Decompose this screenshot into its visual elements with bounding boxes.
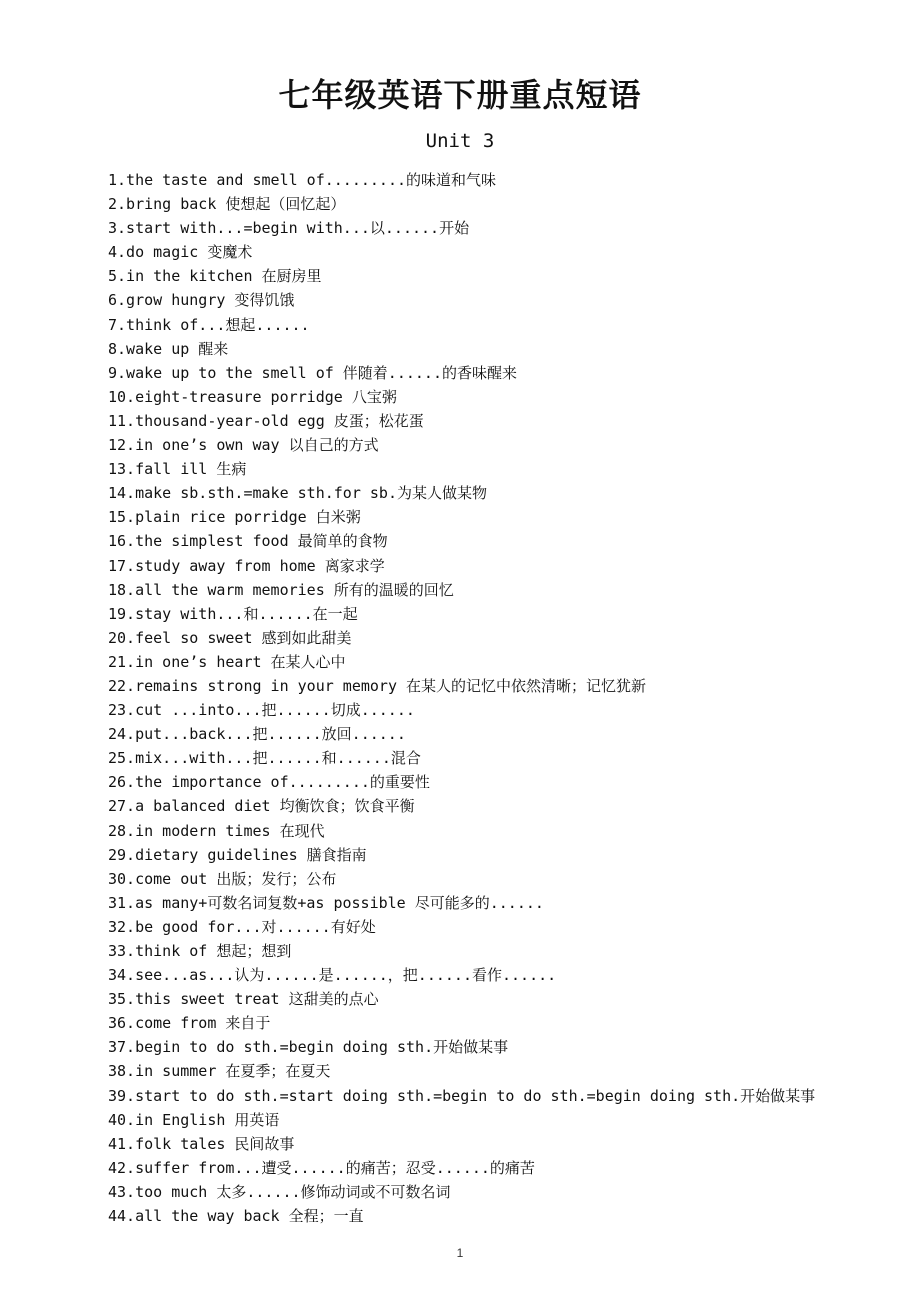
phrase-item: 33.think of 想起；想到 <box>108 942 292 960</box>
phrase-item: 14.make sb.sth.=make sth.for sb.为某人做某物 <box>108 484 487 503</box>
phrase-item: 23.cut ...into...把......切成...... <box>108 701 415 720</box>
phrase-item: 42.suffer from...遭受......的痛苦；忍受......的痛苦 <box>108 1158 535 1177</box>
phrase-item: 1.the taste and smell of.........的味道和气味 <box>108 171 497 189</box>
phrase-item: 9.wake up to the smell of 伴随着......的香味醒来 <box>108 363 517 382</box>
phrase-item: 25.mix...with...把......和......混合 <box>108 749 421 768</box>
phrase-item: 18.all the warm memories 所有的温暖的回忆 <box>108 580 454 599</box>
phrase-item: 43.too much 太多......修饰动词或不可数名词 <box>108 1182 451 1201</box>
phrase-item: 6.grow hungry 变得饥饿 <box>108 291 295 310</box>
page-number: 1 <box>456 1246 464 1260</box>
phrase-item: 27.a balanced diet 均衡饮食；饮食平衡 <box>108 797 415 816</box>
phrase-item: 3.start with...=begin with...以......开始 <box>108 219 470 238</box>
phrase-item: 19.stay with...和......在一起 <box>108 604 358 623</box>
phrase-item: 16.the simplest food 最简单的食物 <box>108 532 388 551</box>
phrase-item: 41.folk tales 民间故事 <box>108 1134 295 1153</box>
phrase-item: 5.in the kitchen 在厨房里 <box>108 267 322 286</box>
unit-heading: Unit 3 <box>425 130 495 152</box>
phrase-item: 10.eight-treasure porridge 八宝粥 <box>108 387 397 406</box>
phrase-item: 8.wake up 醒来 <box>108 339 229 358</box>
phrase-item: 35.this sweet treat 这甜美的点心 <box>108 990 379 1009</box>
phrase-item: 26.the importance of.........的重要性 <box>108 773 430 792</box>
phrase-item: 4.do magic 变魔术 <box>108 243 253 262</box>
phrase-item: 22.remains strong in your memory 在某人的记忆中依然清晰；记忆犹新 <box>108 676 647 695</box>
page-title: 七年级英语下册重点短语 <box>278 76 642 114</box>
phrase-item: 38.in summer 在夏季；在夏天 <box>108 1062 331 1081</box>
phrase-item: 40.in English 用英语 <box>108 1110 280 1129</box>
phrase-item: 2.bring back 使想起（回忆起） <box>108 195 346 214</box>
phrase-item: 39.start to do sth.=start doing sth.=begin to do sth.=begin doing sth.开始做某事 <box>108 1086 816 1105</box>
phrase-item: 11.thousand-year-old egg 皮蛋；松花蛋 <box>108 411 424 430</box>
phrase-item: 28.in modern times 在现代 <box>108 821 325 840</box>
phrase-item: 36.come from 来自于 <box>108 1014 271 1033</box>
phrase-item: 32.be good for...对......有好处 <box>108 917 376 936</box>
phrase-item: 7.think of...想起...... <box>108 315 310 334</box>
phrase-item: 12.in one’s own way 以自己的方式 <box>108 436 379 455</box>
phrase-item: 37.begin to do sth.=begin doing sth.开始做某事 <box>108 1038 509 1057</box>
phrase-item: 30.come out 出版；发行；公布 <box>108 869 337 888</box>
phrase-item: 34.see...as...认为......是......，把......看作...... <box>108 966 557 985</box>
phrase-item: 21.in one’s heart 在某人心中 <box>108 652 346 671</box>
phrase-item: 15.plain rice porridge 白米粥 <box>108 508 361 527</box>
phrase-item: 20.feel so sweet 感到如此甜美 <box>108 628 352 647</box>
phrase-item: 13.fall ill 生病 <box>108 460 247 479</box>
phrase-item: 17.study away from home 离家求学 <box>108 556 385 575</box>
phrase-item: 44.all the way back 全程；一直 <box>108 1207 364 1226</box>
phrase-item: 31.as many+可数名词复数+as possible 尽可能多的...... <box>108 893 544 912</box>
phrase-item: 24.put...back...把......放回...... <box>108 725 406 744</box>
phrase-list <box>108 168 815 1228</box>
phrase-item: 29.dietary guidelines 膳食指南 <box>108 845 367 864</box>
